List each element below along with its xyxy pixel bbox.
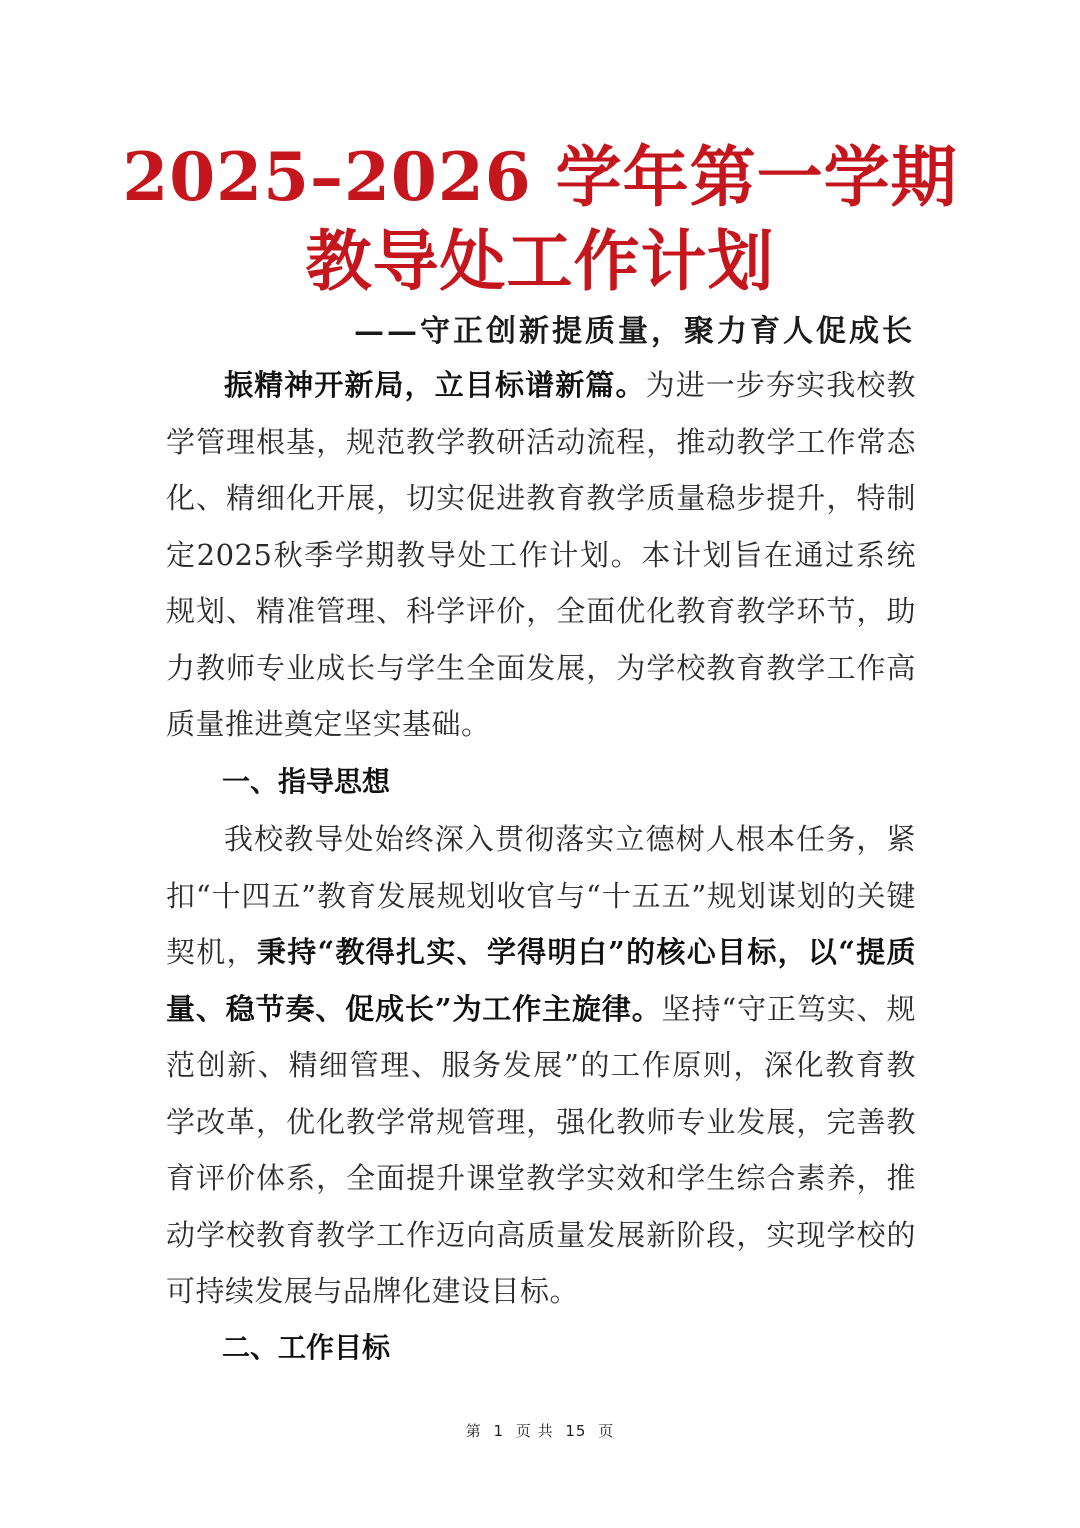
- footer-prefix: 第: [465, 1422, 482, 1440]
- footer-suffix: 页: [598, 1422, 615, 1440]
- document-subtitle: ——守正创新提质量，聚力育人促成长: [354, 314, 915, 349]
- section-heading-work-goals: 二、工作目标: [222, 1331, 391, 1364]
- guiding-thought-text-a: 我校教导处始终深入贯彻落实立德树人根本任务，紧扣“十四五”教育发展规划收官与“十五五”规划谋划的关键契机，: [166, 822, 916, 969]
- document-title-line-2: 教导处工作计划: [305, 222, 775, 300]
- section-heading-guiding-thought: 一、指导思想: [222, 765, 391, 798]
- footer-mid: 页 共: [515, 1422, 554, 1440]
- guiding-thought-bold: 秉持“教得扎实、学得明白”的核心目标，以“提质量、稳节奏、促成长”为工作主旋律。: [166, 935, 916, 1026]
- footer-total-pages: 15: [565, 1422, 587, 1440]
- footer-current-page: 1: [493, 1422, 505, 1440]
- document-title-line-1: 2025–2026 学年第一学期: [122, 138, 958, 216]
- guiding-thought-text-c: 坚持“守正笃实、规范创新、精细管理、服务发展”的工作原则，深化教育教学改革，优化教学常规管理，强化教师专业发展，完善教育评价体系，全面提升课堂教学实效和学生综合素养，推动学校教育教学工作迈向高质量发展新阶段，实现学校的可持续发展与品牌化建设目标。: [166, 991, 917, 1308]
- intro-text: 为进一步夯实我校教学管理根基，规范教学教研活动流程，推动教学工作常态化、精细化开展，切实促进教育教学质量稳步提升，特制定2025秋季学期教导处工作计划。本计划旨在通过系统规划、精准管理、科学评价，全面优化教育教学环节，助力教师专业成长与学生全面发展，为学校教育教学工作高质量推进奠定坚实基础。: [166, 368, 916, 741]
- intro-paragraph: [166, 357, 916, 753]
- intro-bold-lead: 振精神开新局，立目标谱新篇。: [224, 368, 646, 402]
- guiding-thought-paragraph: [166, 811, 916, 1320]
- page-footer: [0, 1420, 1080, 1441]
